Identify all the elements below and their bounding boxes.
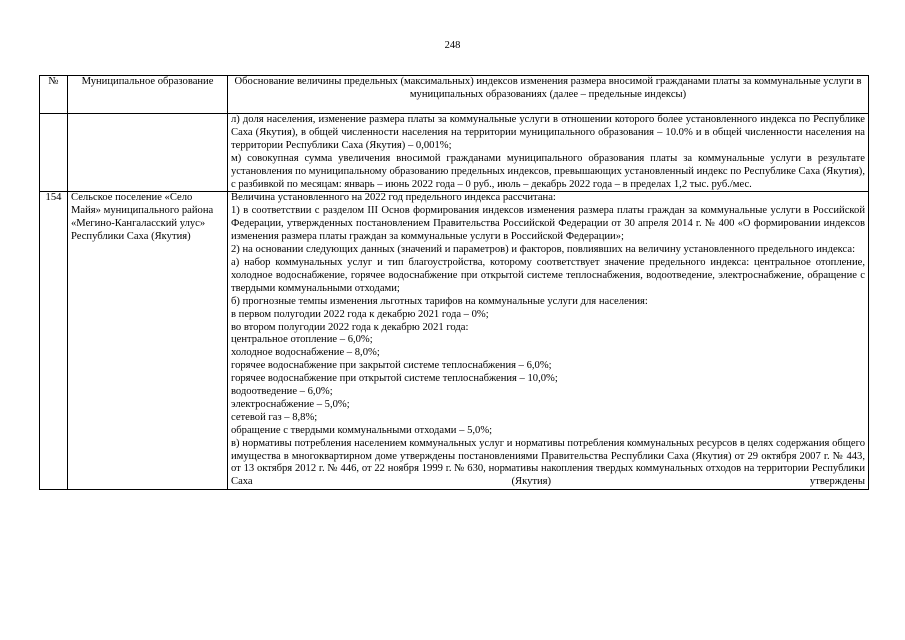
column-header-municipality: Муниципальное образование — [68, 76, 228, 114]
column-header-justification: Обоснование величины предельных (максимальных) индексов изменения размера вносимой гражданами платы за коммунальные услуги в муниципальных образованиях (далее – предельные индексы) — [228, 76, 869, 114]
rate-electricity: электроснабжение – 5,0%; — [231, 398, 350, 410]
paragraph-m: м) совокупная сумма увеличения вносимой гражданами муниципального образования платы за коммунальные услуги в результате установления по муниципальному образованию предельных индексов, превышающих установленный индекс по Республике Саха (Якутия), с разбивкой по месяцам: январь – июнь 2022 года – 0 руб., июль – декабрь 2022 года – в пределах 1,2 тыс. руб./мес. — [231, 152, 865, 190]
municipality-cell: Сельское поселение «Село Майя» муниципального района «Мегино-Кангаласский улус» Республики Саха (Якутия) — [68, 192, 228, 490]
continuation-number-cell — [40, 114, 68, 192]
page-number: 248 — [444, 40, 461, 51]
table-row-154 — [40, 192, 869, 490]
rate-hot-water-closed: горячее водоснабжение при закрытой системе теплоснабжения – 6,0%; — [231, 360, 552, 372]
table-header-row — [40, 76, 869, 114]
paragraph-2: 2) на основании следующих данных (значений и параметров) и факторов, повлиявших на величину установленного предельного индекса: — [231, 244, 856, 256]
rate-central-heating: центральное отопление – 6,0%; — [231, 334, 373, 346]
rate-first-half: в первом полугодии 2022 года к декабрю 2021 года – 0%; — [231, 308, 489, 320]
paragraph-b: б) прогнозные темпы изменения льготных тарифов на коммунальные услуги для населения: — [231, 295, 648, 307]
rate-sewerage: водоотведение – 6,0%; — [231, 386, 333, 398]
paragraph-l: л) доля населения, изменение размера платы за коммунальные услуги в отношении которого более установленного индекса по Республике Саха (Якутия), в общей численности населения на территории муниципального образования – 10.0% и в общей численности населения на территории Республики Саха (Якутия) – 0,001%; — [231, 114, 865, 151]
rate-network-gas: сетевой газ – 8,8%; — [231, 411, 318, 423]
paragraph-a: а) набор коммунальных услуг и тип благоустройства, которому соответствует значение предельного индекса: центральное отопление, холодное водоснабжение, горячее водоснабжение при открытой системе теплоснабжения, водоотведение, электроснабжение, обращение с твердыми коммунальными отходами; — [231, 256, 865, 294]
rate-cold-water: холодное водоснабжение – 8,0%; — [231, 347, 380, 359]
rate-second-half-heading: во втором полугодии 2022 года к декабрю 2021 года: — [231, 321, 469, 333]
row-number-cell: 154 — [40, 192, 68, 490]
continuation-justification-cell — [228, 114, 869, 192]
table-row-continuation — [40, 114, 869, 192]
continuation-municipality-cell — [68, 114, 228, 192]
paragraph-intro: Величина установленного на 2022 год предельного индекса рассчитана: — [231, 192, 556, 204]
paragraph-v: в) нормативы потребления населением коммунальных услуг и нормативы потребления коммунальных ресурсов в целях содержания общего имущества в многоквартирном доме утверждены постановлениями Правительства Республики Саха (Якутия) от 29 октября 2007 г. № 443, от 13 октября 2012 г. № 446, от 22 ноября 1999 г. № 630, нормативы накопления твердых коммунальных отходов на территории Республики Саха (Якутия) утверждены — [231, 437, 865, 488]
column-header-number: № — [40, 76, 68, 114]
paragraph-1: 1) в соответствии с разделом III Основ формирования индексов изменения размера платы граждан за коммунальные услуги в Российской Федерации, утвержденных постановлением Правительства Российской Федерации от 30 апреля 2014 г. № 400 «О формировании индексов изменения размера платы граждан за коммунальные услуги в Российской Федерации»; — [231, 205, 865, 243]
rate-hot-water-open: горячее водоснабжение при открытой системе теплоснабжения – 10,0%; — [231, 373, 558, 385]
municipal-index-table — [39, 75, 869, 490]
justification-cell — [228, 192, 869, 490]
rate-solid-waste: обращение с твердыми коммунальными отходами – 5,0%; — [231, 424, 493, 436]
